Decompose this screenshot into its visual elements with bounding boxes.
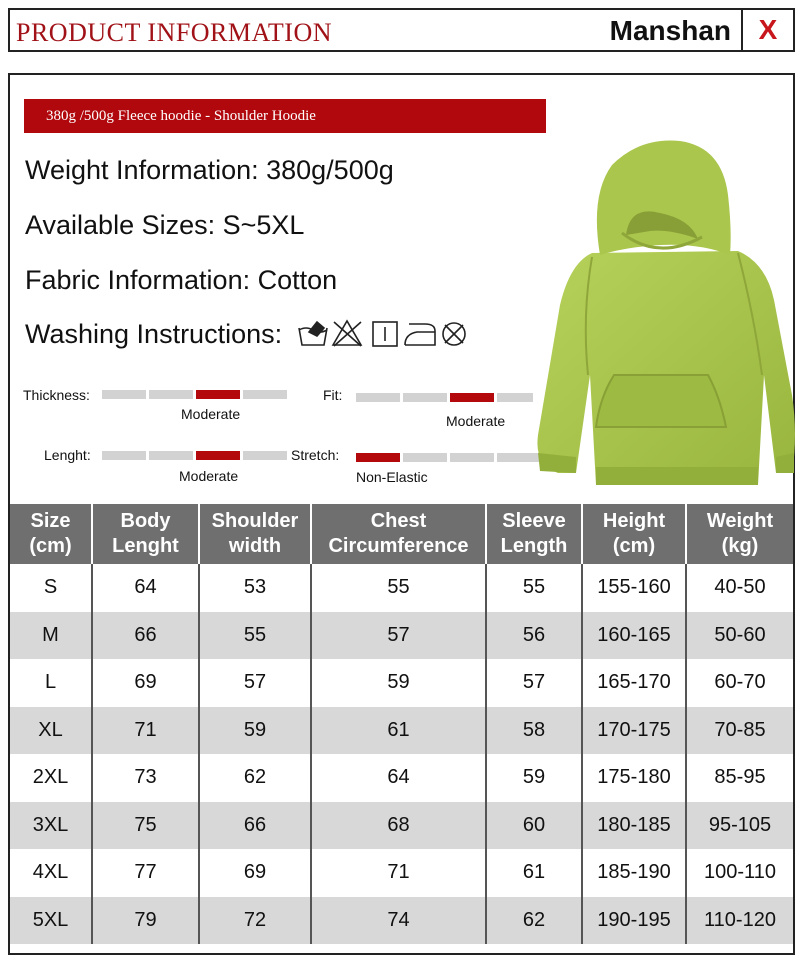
header-height: Height (cm) xyxy=(582,504,686,564)
header-size: Size (cm) xyxy=(10,504,92,564)
no-bleach-icon xyxy=(333,321,361,346)
weight-info: Weight Information: 380g/500g xyxy=(25,155,394,185)
table-row xyxy=(10,707,793,755)
no-dry-clean-icon xyxy=(443,323,465,345)
thickness-bar-1 xyxy=(102,390,146,399)
table-cell: S xyxy=(43,576,58,599)
table-cell: 74 xyxy=(311,897,486,945)
table-cell: 56 xyxy=(486,612,582,660)
table-row xyxy=(10,802,793,850)
table-cell: 155-160 xyxy=(582,564,686,612)
table-cell: 95-105 xyxy=(686,802,793,850)
table-cell: 170-175 xyxy=(582,707,686,755)
fabric-info: Fabric Information: Cotton xyxy=(25,265,338,295)
table-cell: 68 xyxy=(311,802,486,850)
table-cell: 60-70 xyxy=(686,659,793,707)
table-cell: 2XL xyxy=(32,766,69,789)
stretch-bar-1 xyxy=(356,453,400,462)
table-cell: 75 xyxy=(92,802,199,850)
table-cell: 185-190 xyxy=(582,849,686,897)
table-cell: 62 xyxy=(199,754,311,802)
table-cell: L xyxy=(44,671,57,694)
table-cell: 61 xyxy=(486,849,582,897)
table-cell: 79 xyxy=(92,897,199,945)
table-row xyxy=(10,659,793,707)
fit-bar-2 xyxy=(403,393,447,402)
table-cell: 58 xyxy=(486,707,582,755)
table-cell: XL xyxy=(10,707,92,755)
thickness-bar-3 xyxy=(196,390,240,399)
table-row xyxy=(10,897,793,945)
table-row xyxy=(10,849,793,897)
table-cell: 73 xyxy=(92,754,199,802)
table-cell: 70-85 xyxy=(686,707,793,755)
table-cell: 160-165 xyxy=(582,612,686,660)
table-cell: 3XL xyxy=(10,802,92,850)
fit-value: Moderate xyxy=(446,413,506,429)
table-row xyxy=(10,612,793,660)
close-button[interactable] xyxy=(741,10,793,50)
close-icon[interactable]: X xyxy=(758,14,778,45)
header-sleeve-length: Sleeve Length xyxy=(486,504,582,564)
hand-wash-icon xyxy=(299,322,327,345)
table-cell: 40-50 xyxy=(686,564,793,612)
table-cell: 62 xyxy=(486,897,582,945)
table-cell: 50-60 xyxy=(686,612,793,660)
table-cell: 165-170 xyxy=(582,659,686,707)
thickness-bar-2 xyxy=(149,390,193,399)
stretch-label: Stretch: xyxy=(291,447,340,463)
length-value: Moderate xyxy=(179,468,239,484)
table-cell: 77 xyxy=(92,849,199,897)
table-cell: 69 xyxy=(92,659,199,707)
table-cell: 53 xyxy=(199,564,311,612)
stretch-value: Non-Elastic xyxy=(356,469,428,485)
table-cell: 59 xyxy=(311,659,486,707)
table-cell: 57 xyxy=(199,659,311,707)
table-cell: 71 xyxy=(92,707,199,755)
table-cell: 190-195 xyxy=(582,897,686,945)
table-cell: 64 xyxy=(92,564,199,612)
thickness-value: Moderate xyxy=(181,406,241,422)
length-label: Lenght: xyxy=(44,447,91,463)
table-cell: 180-185 xyxy=(582,802,686,850)
length-bar-3 xyxy=(196,451,240,460)
line-dry-icon xyxy=(373,322,397,346)
table-cell: 4XL xyxy=(32,861,69,884)
fit-bar-3 xyxy=(450,393,494,402)
table-cell: 60 xyxy=(486,802,582,850)
table-cell: 61 xyxy=(311,707,486,755)
table-cell: 64 xyxy=(311,754,486,802)
table-cell: 55 xyxy=(486,564,582,612)
iron-icon xyxy=(405,324,435,345)
washing-icons xyxy=(297,318,469,348)
table-row xyxy=(10,754,793,802)
header-shoulder-width: Shoulder width xyxy=(199,504,311,564)
table-cell: 55 xyxy=(311,564,486,612)
hoodie-image xyxy=(530,135,795,495)
table-cell: 66 xyxy=(92,612,199,660)
table-cell: 55 xyxy=(199,612,311,660)
thickness-bar-4 xyxy=(243,390,287,399)
brand-name: Manshan xyxy=(609,15,731,46)
page-title: PRODUCT INFORMATION xyxy=(16,18,333,47)
table-cell: 59 xyxy=(199,707,311,755)
washing-info: Washing Instructions: xyxy=(25,319,283,349)
table-cell: 59 xyxy=(486,754,582,802)
fit-bar-4 xyxy=(497,393,533,402)
fit-label: Fit: xyxy=(323,387,343,403)
sizes-info: Available Sizes: S~5XL xyxy=(25,210,305,240)
product-banner-text: 380g /500g Fleece hoodie - Shoulder Hoodie xyxy=(46,108,316,124)
header-bar xyxy=(8,8,795,52)
table-cell: 85-95 xyxy=(686,754,793,802)
table-cell: 57 xyxy=(311,612,486,660)
thickness-label: Thickness: xyxy=(23,387,90,403)
table-header-row xyxy=(10,504,793,564)
table-row xyxy=(10,564,793,612)
length-bar-4 xyxy=(243,451,287,460)
header-weight: Weight (kg) xyxy=(686,504,793,564)
table-cell: 69 xyxy=(199,849,311,897)
fit-bar-1 xyxy=(356,393,400,402)
stretch-bar-3 xyxy=(450,453,494,462)
length-bar-1 xyxy=(102,451,146,460)
table-cell: 100-110 xyxy=(686,849,793,897)
table-cell: M xyxy=(10,612,92,660)
size-chart-table xyxy=(10,504,793,944)
table-cell: 57 xyxy=(486,659,582,707)
product-banner xyxy=(24,99,546,133)
header-chest: Chest Circumference xyxy=(311,504,486,564)
table-cell: 66 xyxy=(199,802,311,850)
table-cell: 110-120 xyxy=(686,897,793,945)
header-body-length: Body Lenght xyxy=(92,504,199,564)
length-bar-2 xyxy=(149,451,193,460)
table-cell: 175-180 xyxy=(582,754,686,802)
table-cell: 5XL xyxy=(10,897,92,945)
table-cell: 72 xyxy=(199,897,311,945)
stretch-bar-2 xyxy=(403,453,447,462)
table-cell: 71 xyxy=(311,849,486,897)
